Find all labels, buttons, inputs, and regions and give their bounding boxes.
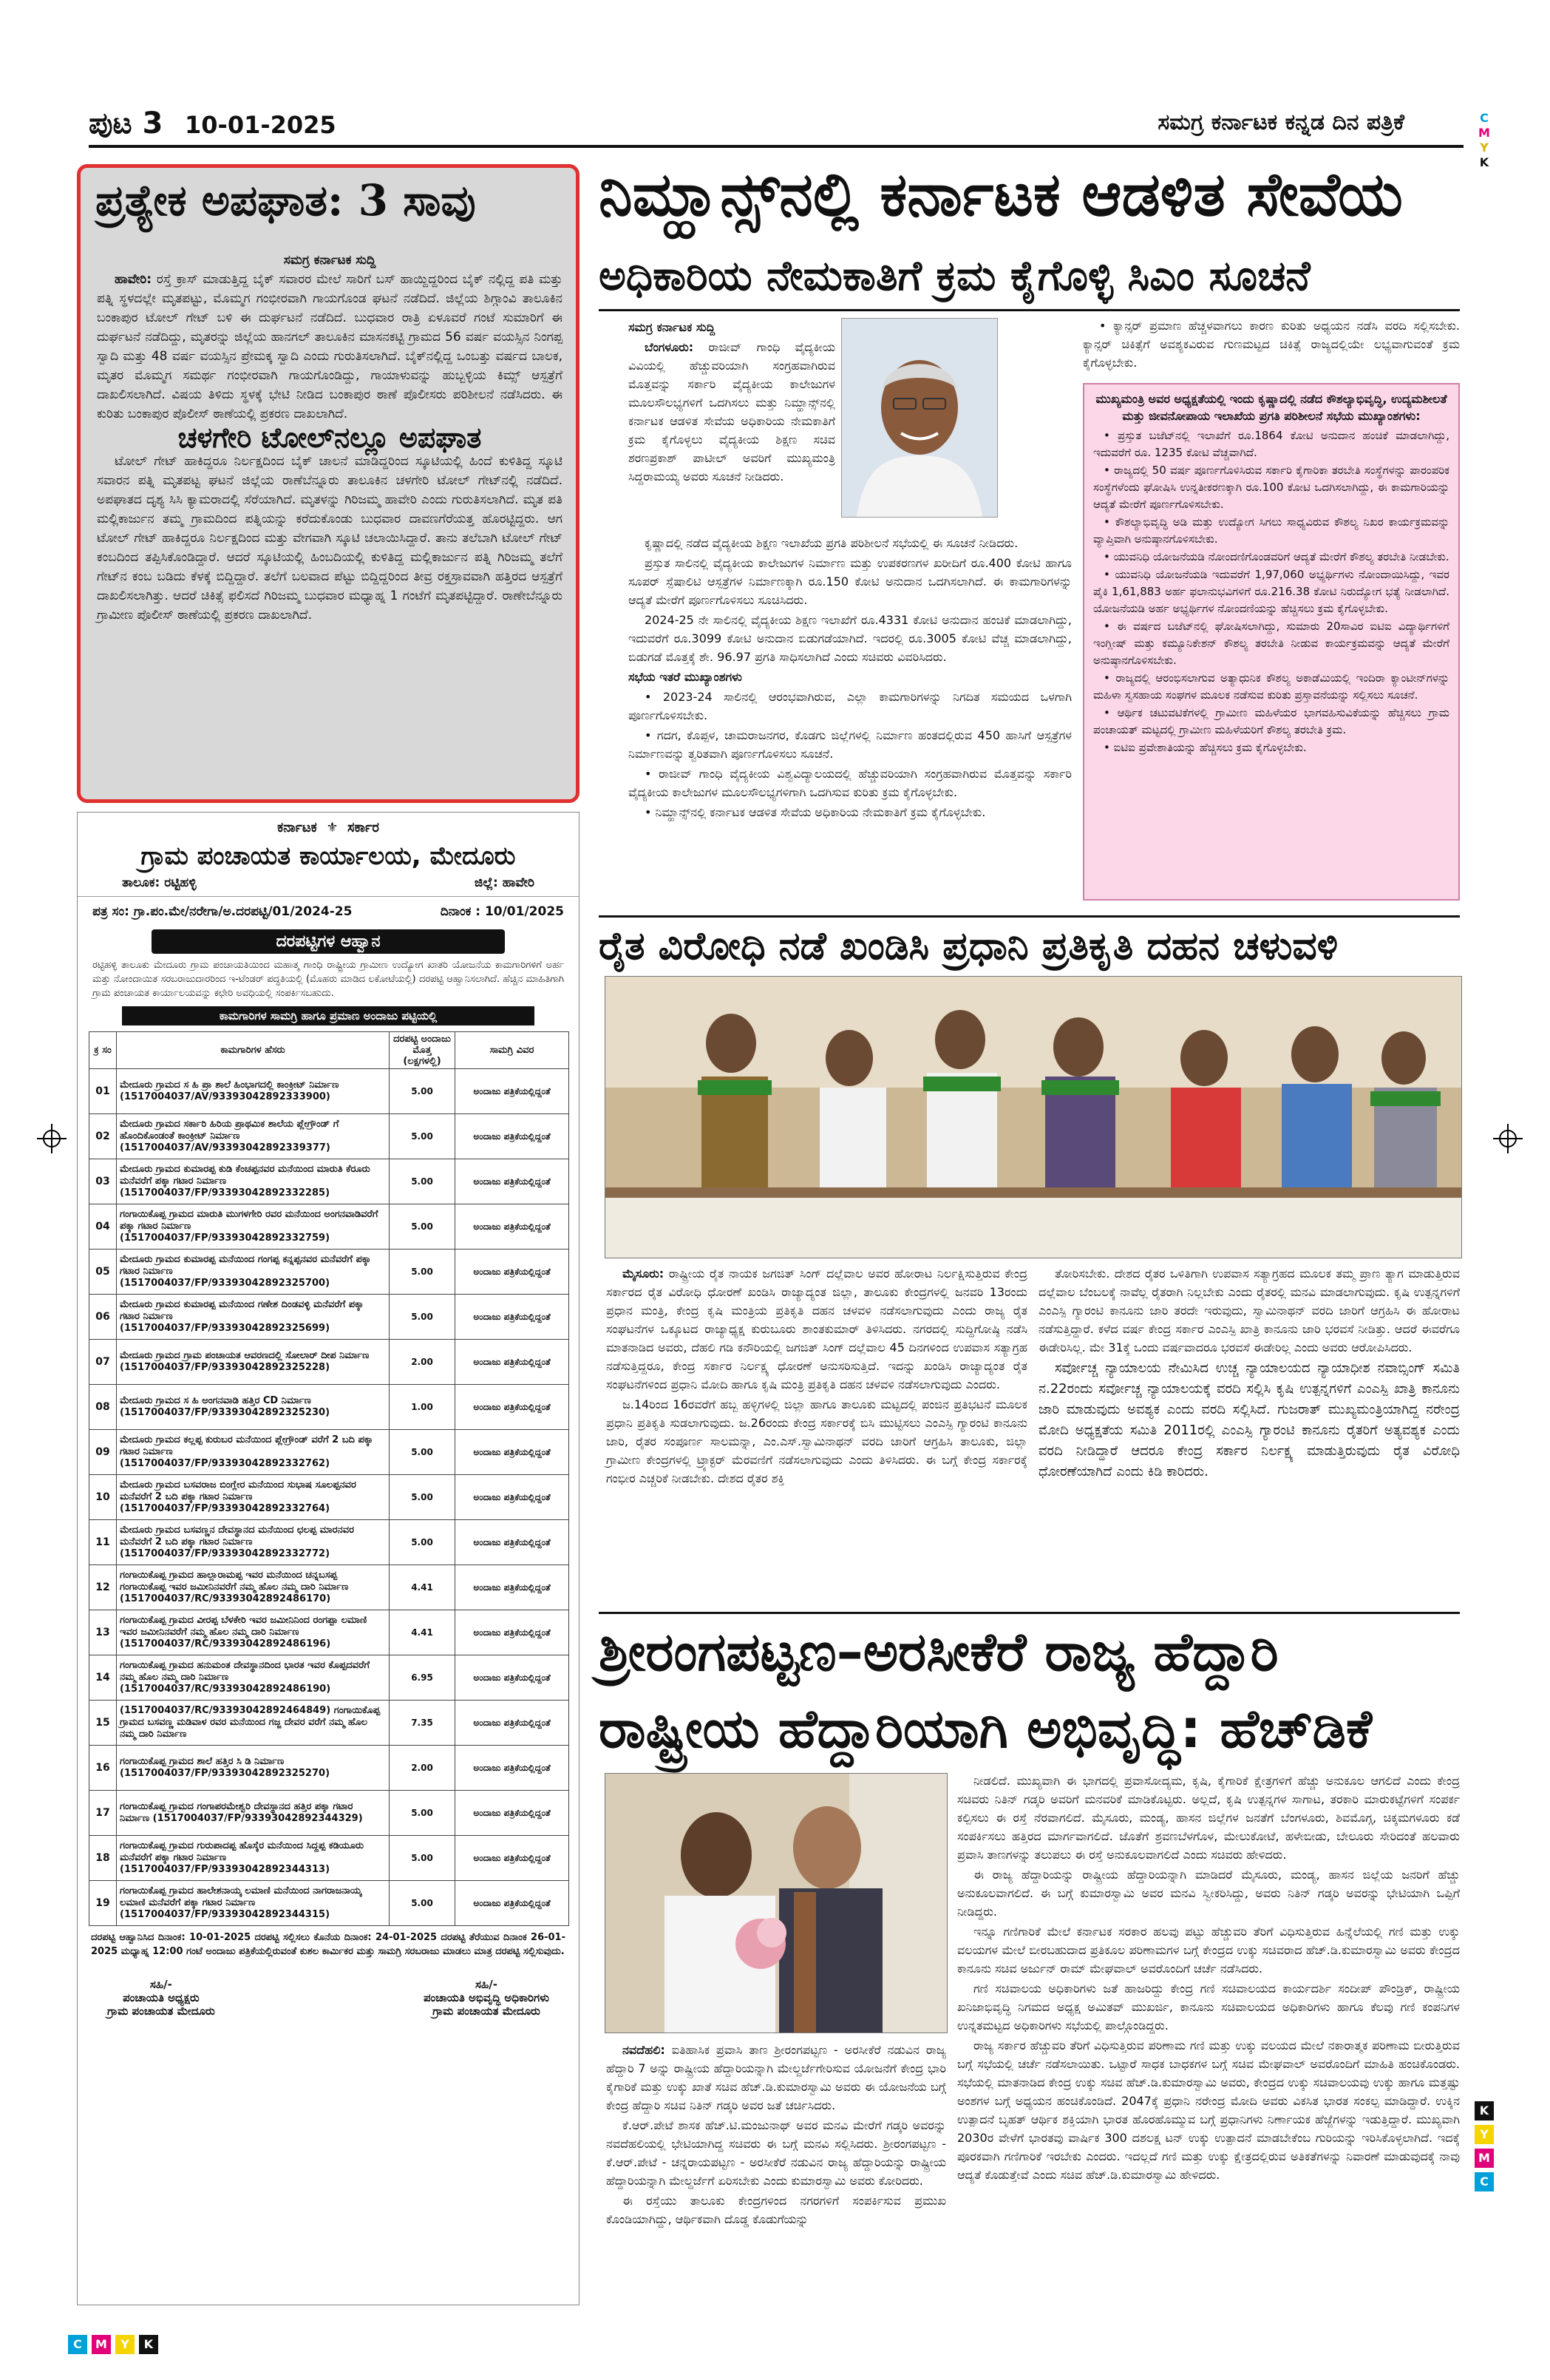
table-row	[89, 1340, 569, 1385]
estimate-amount: 5.00	[390, 1295, 455, 1340]
row-number: 02	[89, 1114, 117, 1159]
state-label: ಕರ್ನಾಟಕ	[277, 820, 317, 835]
table-row	[89, 1836, 569, 1881]
paragraph: ಕೆ.ಆರ್.ಪೇಟೆ ಶಾಸಕ ಹೆಚ್.ಟಿ.ಮಂಜುನಾಥ್ ಅವರ ಮನವಿ ಮೇರೆಗೆ ಗಡ್ಕರಿ ಅವರನ್ನು ನವದೆಹಲಿಯಲ್ಲಿ ಭೇಟಿಯಾಗಿದ್ದ ಸಚಿವರು ಈ ಬಗ್ಗೆ ಮನವಿ ಸಲ್ಲಿಸಿದರು. ಶ್ರೀರಂಗಪಟ್ಟಣ - ಕೆ.ಆರ್.ಪೇಟೆ - ಚನ್ನರಾಯಪಟ್ಟಣ - ಅರಸೀಕೆರೆ ನಡುವಿನ ರಾಜ್ಯ ಹೆದ್ದಾರಿಯನ್ನು ರಾಷ್ಟ್ರೀಯ ಹೆದ್ದಾರಿಯನ್ನಾಗಿ ಮೇಲ್ದರ್ಜೆಗೆ ಏರಿಸಬೇಕು ಎಂದು ಕುಮಾರಸ್ವಾಮಿ ಅವರು ಕೋರಿದರು.	[606, 2118, 946, 2188]
box-bullet	[1093, 618, 1449, 669]
work-name: ಮೇದೂರು ಗ್ರಾಮದ ಕುಮಾರಪ್ಪ ಕುಡಿ ಕೆಂಚಪ್ಪನವರ ಮನೆಯಿಂದ ಮಾರುತಿ ಕೆರೂರು ಮನೆವರೆಗೆ ಪಕ್ಕಾ ಗಟಾರ ನಿರ್ಮಾಣ (1517004037/FP/93393042892332285)	[117, 1159, 390, 1204]
estimate-amount: 2.00	[390, 1746, 455, 1791]
cmyk-m: M	[92, 2335, 111, 2354]
sig-office: ಗ್ರಾಮ ಪಂಚಾಯತ ಮೇದೂರು	[107, 2004, 215, 2018]
cmyk-y: Y	[115, 2335, 135, 2354]
bullet: • 2023-24 ಸಾಲಿನಲ್ಲಿ ಆರಂಭವಾಗಿರುವ, ಎಲ್ಲಾ ಕಾಮಗಾರಿಗಳನ್ನು ನಿಗದಿತ ಸಮಯದ ಒಳಗಾಗಿ ಪೂರ್ಣಗೊಳಿಸಬೇಕು.	[628, 690, 1072, 722]
material-details: ಅಂದಾಜು ಪತ್ರಿಕೆಯಲ್ಲಿದ್ದಂತೆ	[455, 1746, 569, 1791]
work-name: ಮೇದೂರು ಗ್ರಾಮದ ಸರ್ಕಾರಿ ಹಿರಿಯ ಪ್ರಾಥಮಿಕ ಶಾಲೆಯ ಪ್ಲೇಗ್ರೌಂಡ್ ಗೆ ಹೊಂದಿಕೊಂಡಂತೆ ಕಾಂಕ್ರೀಟ್ ನಿರ್ಮಾಣ (1517004037/AV/93393042892339377)	[117, 1114, 390, 1159]
material-details: ಅಂದಾಜು ಪತ್ರಿಕೆಯಲ್ಲಿದ್ದಂತೆ	[455, 1881, 569, 1926]
dateline-place: ಹಾವೇರಿ:	[115, 272, 152, 287]
paragraph: 2024-25 ನೇ ಸಾಲಿನಲ್ಲಿ ವೈದ್ಯಕೀಯ ಶಿಕ್ಷಣ ಇಲಾಖೆಗೆ ರೂ.4331 ಕೋಟಿ ಅನುದಾನ ಹಂಚಿಕೆ ಮಾಡಲಾಗಿದ್ದು, ಇದುವರೆಗೆ ರೂ.3099 ಕೋಟಿ ಅನುದಾನ ಬಿಡುಗಡೆಯಾಗಿದೆ. ಇದರಲ್ಲಿ ರೂ.3005 ಕೋಟಿ ವೆಚ್ಚ ಮಾಡಲಾಗಿದ್ದು, ಬಿಡುಗಡೆ ಮೊತ್ತಕ್ಕೆ ಶೇ. 96.97 ಪ್ರಗತಿ ಸಾಧಿಸಲಾಗಿದೆ ಎಂದು ಸಚಿವರು ವಿವರಿಸಿದರು.	[628, 613, 1072, 664]
work-name: ಗಂಗಾಯಿಕೊಪ್ಪ ಗ್ರಾಮದ ಗುರುಪಾದಪ್ಪ ಹೊಸ್ಕೆರ ಮನೆಯಿಂದ ಸಿದ್ದಪ್ಪ ಕಡಿಯೂರು ಮನೆವರೆಗೆ ಪಕ್ಕಾ ಗಟಾರ ನಿರ್ಮಾಣ (1517004037/FP/93393042892344313)	[117, 1836, 390, 1881]
accident-paragraph-2: ಟೋಲ್ ಗೇಟ್ ಹಾಕಿದ್ದರೂ ನಿರ್ಲಕ್ಷದಿಂದ ಬೈಕ್ ಚಾಲನೆ ಮಾಡಿದ್ದರಿಂದ ಸ್ಕೂಟಿಯಲ್ಲಿ ಹಿಂದೆ ಕುಳಿತಿದ್ದ ಸ್ಕೂಟಿ ಸವಾರನ ಪತ್ನಿ ಮೃತಪಟ್ಟ ಘಟನೆ ಜಿಲ್ಲೆಯ ರಾಣೆಬೆನ್ನೂರು ತಾಲೂಕಿನ ಚಳಗೇರಿ ಟೋಲ್ ಗೇಟ್‌ನಲ್ಲಿ ನಡೆದಿದೆ. ಅಪಘಾತದ ದೃಶ್ಯ ಸಿಸಿ ಕ್ಯಾಮರಾದಲ್ಲಿ ಸೆರೆಯಾಗಿದೆ. ಮೃತಳನ್ನು ಗಿರಿಜಮ್ಮ ಹಾವೇರಿ ಎಂದು ಗುರುತಿಸಲಾಗಿದೆ. ಮೃತ ಪತಿ ಮಲ್ಲಿಕಾರ್ಜುನ ತಮ್ಮ ಗ್ರಾಮದಿಂದ ಪತ್ನಿಯನ್ನು ಕರೆದುಕೊಂಡು ಬುಧವಾರ ದಾವಣಗೆರೆಯತ್ತ ಹೊರಟ್ಟಿದ್ದರು. ಆಗ ಟೋಲ್ ಗೇಟ್ ಹಾಕಿದ್ದರೂ ನಿರ್ಲಕ್ಷದಿಂದ ಮತ್ತು ವೇಗವಾಗಿ ಸ್ಕೂಟಿ ಚಲಾಯಿಸಿದ್ದಾರೆ. ತಾನು ತಲೆಬಾಗಿ ಟೋಲ್ ಗೇಟ್ ಕಂಬದಿಂದ ತಪ್ಪಿಸಿಕೊಂಡಿದ್ದಾರೆ. ಆದರೆ ಸ್ಕೂಟಿಯಲ್ಲಿ ಹಿಂಬದಿಯಲ್ಲಿ ಕುಳಿತಿದ್ದ ಮಲ್ಲಿಕಾರ್ಜುನ ಪತ್ನಿ ಗಿರಿಜಮ್ಮ ತಲೆಗೆ ಗೇಟ್‌ನ ಕಂಬ ಬಡಿದು ಕೆಳಕ್ಕೆ ಬಿದ್ದಿದ್ದಾರೆ. ತಲೆಗೆ ಬಲವಾದ ಪೆಟ್ಟು ಬಿದ್ದಿದ್ದರಿಂದ ತೀವ್ರ ರಕ್ತಸ್ರಾವವಾಗಿ ಹತ್ತಿರದ ಆಸ್ಪತ್ರೆಗೆ ದಾಖಲಿಸಲಾಗಿತ್ತು. ಆದರೆ ಚಿಕಿತ್ಸೆ ಫಲಿಸದೆ ಗಿರಿಜಮ್ಮ ಬುಧವಾರ ಮಧ್ಯಾಹ್ನ 1 ಗಂಟೆಗೆ ಮೃತಪಟ್ಟಿದ್ದಾರೆ. ರಾಣೇಬೆನ್ನೂರು ಗ್ರಾಮೀಣ ಪೊಲೀಸ್ ಠಾಣೆಯಲ್ಲಿ ಪ್ರಕರಣ ದಾಖಲಾಗಿದೆ.	[97, 454, 562, 623]
group-photo-image	[605, 977, 1461, 1258]
work-name: ಮೇದೂರು ಗ್ರಾಮದ ಸ ಹಿ ಪ್ರಾ ಶಾಲೆ ಹಿಂಭಾಗದಲ್ಲಿ ಕಾಂಕ್ರೀಟ್ ನಿರ್ಮಾಣ (1517004037/AV/93393042892333900)	[117, 1069, 390, 1114]
nimhans-headline: ನಿಮ್ಹಾನ್ಸ್‌ನಲ್ಲಿ ಕರ್ನಾಟಕ ಆಡಳಿತ ಸೇವೆಯ	[599, 159, 1403, 230]
bullet: • ನಿಮ್ಹಾನ್ಸ್‌ನಲ್ಲಿ ಕರ್ನಾಟಕ ಆಡಳಿತ ಸೇವೆಯ ಅಧಿಕಾರಿಯ ನೇಮಕಾತಿಗೆ ಕ್ರಮ ಕೈಗೊಳ್ಳಬೇಕು.	[645, 805, 986, 819]
signature-left	[107, 1978, 215, 2018]
paragraph: ಇನ್ನೂ ಗಣಿಗಾರಿಕೆ ಮೇಲೆ ಕರ್ನಾಟಕ ಸರಕಾರ ಹಲವು ಪಟ್ಟು ಹೆಚ್ಚುವರಿ ತೆರಿಗೆ ವಿಧಿಸುತ್ತಿರುವ ಹಿನ್ನೆಲೆಯಲ್ಲಿ ಗಣಿ ಮತ್ತು ಉಕ್ಕು ವಲಯಗಳ ಮೇಲೆ ಬೀರಬಹುದಾದ ಪ್ರತಿಕೂಲ ಪರಿಣಾಮಗಳ ಬಗ್ಗೆ ಕೇಂದ್ರದ ಉಕ್ಕು ಸಚಿವರಾದ ಹೆಚ್.ಡಿ.ಕುಮಾರಸ್ವಾಮಿ ಅವರು ಕೇಂದ್ರದ ಕಾನೂನು ಸಚಿವ ಅರ್ಜುನ್ ರಾಮ್ ಮೇಘವಾಲ್ ಅವರೊಂದಿಗೆ ಚರ್ಚೆ ನಡೆಸಿದರು.	[957, 1925, 1460, 1976]
work-name: ಮೇದೂರು ಗ್ರಾಮದ ಕಲ್ಲಪ್ಪ ಕುರುಬರ ಮನೆಯಿಂದ ಪ್ಲೇಗ್ರೌಂಡ್ ವರೆಗೆ 2 ಬದಿ ಪಕ್ಕಾ ಗಟಾರ ನಿರ್ಮಾಣ (1517004037/FP/93393042892332762)	[117, 1430, 390, 1475]
tender-notice	[77, 812, 579, 2305]
material-details: ಅಂದಾಜು ಪತ್ರಿಕೆಯಲ್ಲಿದ್ದಂತೆ	[455, 1114, 569, 1159]
meeting-image	[605, 1774, 947, 2033]
dateline-place: ನವದೆಹಲಿ:	[622, 2043, 665, 2057]
bullet-text: ರಾಜ್ಯದಲ್ಲಿ 50 ವರ್ಷ ಪೂರ್ಣಗೊಳಿಸಿರುವ ಸರ್ಕಾರಿ ಕೈಗಾರಿಕಾ ತರಬೇತಿ ಸಂಸ್ಥೆಗಳನ್ನು ಪಾರಂಪರಿಕ ಸಂಸ್ಥೆಗಳೆಂದು ಘೋಷಿಸಿ ಉನ್ನತೀಕರಣಕ್ಕಾಗಿ ರೂ.100 ಕೋಟಿ ಒದಗಿಸಲಾಗಿದ್ದು, ಈ ಕಾಮಗಾರಿಯನ್ನು ಆದ್ಯತೆ ಮೇರೆಗೆ ಪೂರ್ಣಗೊಳಿಸಬೇಕು.	[1093, 464, 1449, 511]
district: ಜಿಲ್ಲೆ: ಹಾವೇರಿ	[474, 875, 534, 890]
estimate-amount: 5.00	[390, 1069, 455, 1114]
estimate-amount: 4.41	[390, 1565, 455, 1610]
row-number: 18	[89, 1836, 117, 1881]
col-header: ಕ್ರ ಸಂ	[89, 1032, 117, 1069]
page-number: ಪುಟ 3	[89, 106, 163, 140]
row-number: 16	[89, 1746, 117, 1791]
row-number: 08	[89, 1385, 117, 1430]
bullet-icon: •	[1104, 429, 1118, 442]
cmyk-k: K	[1475, 2101, 1494, 2120]
bullet-text: ರಾಜ್ಯದಲ್ಲಿ ಆರಂಭಿಸಲಾಗುವ ಅತ್ಯಾಧುನಿಕ ಕೌಶಲ್ಯ ಅಕಾಡೆಮಿಯಲ್ಲಿ ಇಂದಿರಾ ಕ್ಯಾಂಟೀನ್‌ಗಳನ್ನು ಮಹಿಳಾ ಸ್ವಸಹಾಯ ಸಂಘಗಳ ಮೂಲಕ ನಡೆಸುವ ಕುರಿತು ಪ್ರಸ್ತಾವನೆಯನ್ನು ಸಲ್ಲಿಸಲು ಸೂಚನೆ.	[1093, 671, 1449, 702]
nimhans-subheadline: ಅಧಿಕಾರಿಯ ನೇಮಕಾತಿಗೆ ಕ್ರಮ ಕೈಗೊಳ್ಳಿ ಸಿಎಂ ಸೂಚನೆ	[599, 251, 1311, 300]
bullet-text: ಯುವನಿಧಿ ಯೋಜನೆಯಡಿ ಇದುವರೆಗೆ 1,97,060 ಅಭ್ಯರ್ಥಿಗಳು ನೋಂದಾಯಿಸಿದ್ದು, ಇವರ ಪೈಕಿ 1,61,883 ಅರ್ಹ ಫಲಾನುಭವಿಗಳಿಗೆ ರೂ.216.38 ಕೋಟಿ ನಿರುದ್ಯೋಗ ಭತ್ಯೆ ನೀಡಲಾಗಿದೆ. ಯೋಜನೆಯಡಿ ಅರ್ಹ ಅಭ್ಯರ್ಥಿಗಳ ನೋಂದಣಿಯನ್ನು ಹೆಚ್ಚಿಸಲು ಕ್ರಮ ಕೈಗೊಳ್ಳಬೇಕು.	[1093, 568, 1449, 615]
box-bullet	[1093, 739, 1449, 756]
col-header: ಸಾಮಗ್ರಿ ವಿವರ	[455, 1032, 569, 1069]
work-name: ಮೇದೂರು ಗ್ರಾಮದ ಬಸವಣ್ಣನ ದೇವಸ್ಥಾನದ ಮನೆಯಿಂದ ಛಲಪ್ಪ ಮಾರನವರ ಮನೆವರೆಗೆ 2 ಬದಿ ಪಕ್ಕಾ ಗಟಾರ ನಿರ್ಮಾಣ (1517004037/FP/93393042892332772)	[117, 1520, 390, 1565]
emblem-icon: ⚜	[326, 820, 339, 835]
estimate-amount: 2.00	[390, 1340, 455, 1385]
cmyk-marks-top	[1475, 111, 1494, 170]
sig-mark: ಸಹಿ/-	[149, 1978, 172, 1991]
row-number: 03	[89, 1159, 117, 1204]
estimate-amount: 4.41	[390, 1610, 455, 1655]
signature-right	[424, 1978, 549, 2018]
row-number: 19	[89, 1881, 117, 1926]
work-name: ಗಂಗಾಯಿಕೊಪ್ಪ ಗ್ರಾಮದ ಹನುಮಂತ ದೇವಸ್ಥಾನದಿಂದ ಭಾರತ ಇವರ ಕೊಪ್ಪದವರೆಗೆ ನಮ್ಮ ಹೊಲ ನಮ್ಮ ದಾರಿ ನಿರ್ಮಾಣ (1517004037/RC/93393042892486190)	[117, 1655, 390, 1701]
bullet: • ಕ್ಯಾನ್ಸರ್ ಪ್ರಮಾಣ ಹೆಚ್ಚಳವಾಗಲು ಕಾರಣ ಕುರಿತು ಅಧ್ಯಯನ ನಡೆಸಿ ವರದಿ ಸಲ್ಲಿಸಬೇಕು. ಕ್ಯಾನ್ಸರ್ ಚಿಕಿತ್ಸೆಗೆ ಅವಶ್ಯಕವಿರುವ ಗುಣಮಟ್ಟದ ಚಿಕಿತ್ಸೆ ರಾಜ್ಯದಲ್ಲಿಯೇ ಲಭ್ಯವಾಗುವಂತೆ ಕ್ರಮ ಕೈಗೊಳ್ಳಬೇಕು.	[1083, 319, 1460, 370]
row-number: 09	[89, 1430, 117, 1475]
table-row	[89, 1250, 569, 1295]
sig-title: ಪಂಚಾಯತಿ ಅಭಿವೃದ್ಧಿ ಅಧಿಕಾರಿಗಳು	[423, 1991, 549, 2004]
signatures	[78, 1963, 579, 2018]
bullet-text: ಈ ವರ್ಷದ ಬಜೆಟ್‌ನಲ್ಲಿ ಘೋಷಿಸಲಾಗಿದ್ದು, ಸುಮಾರು 20ಸಾವಿರ ಐಟಿಐ ವಿದ್ಯಾರ್ಥಿಗಳಿಗೆ ಇಂಗ್ಲೀಷ್ ಮತ್ತು ಕಮ್ಯೂನಿಕೇಶನ್ ಕೌಶಲ್ಯ ತರಬೇತಿ ನೀಡುವ ಕಾರ್ಯಕ್ರಮವನ್ನು ಆದ್ಯತೆ ಮೇರೆಗೆ ಅನುಷ್ಠಾನಗೊಳಿಸಬೇಕು.	[1093, 620, 1449, 667]
subheading: ಸಭೆಯ ಇತರೆ ಮುಖ್ಯಾಂಶಗಳು	[628, 670, 742, 684]
estimate-amount: 5.00	[390, 1250, 455, 1295]
nimhans-col-1a	[628, 316, 835, 487]
table-row	[89, 1204, 569, 1250]
row-number: 17	[89, 1791, 117, 1836]
work-name: ಗಂಗಾಯಿಕೊಪ್ಪ ಗ್ರಾಮದ ವೀರಪ್ಪ ಬೆಳಕೇರಿ ಇವರ ಜಮೀನಿನಿಂದ ರಂಗಪ್ಪಾ ಲಮಾಣಿ ಇವರ ಜಮೀನಿನವರೆಗೆ ನಮ್ಮ ಹೊಲ ನಮ್ಮ ದಾರಿ ನಿರ್ಮಾಣ (1517004037/RC/93393042892486196)	[117, 1610, 390, 1655]
table-title: ಕಾಮಗಾರಿಗಳ ಸಾಮಗ್ರಿ ಹಾಗೂ ಪ್ರಮಾಣ ಅಂದಾಜು ಪಟ್ಟಿಯಲ್ಲಿ	[122, 1006, 534, 1025]
highway-headline: ಶ್ರೀರಂಗಪಟ್ಟಣ–ಅರಸೀಕೆರೆ ರಾಜ್ಯ ಹೆದ್ದಾರಿ	[599, 1621, 1279, 1683]
work-name: ಮೇದೂರು ಗ್ರಾಮದ ಬಸವರಾಜ ಬಿಂಗ್ಲೇರ ಮನೆಯಿಂದ ಸುಭಾಷ ಸೂಲಪ್ಪನವರ ಮನೆವರೆಗೆ 2 ಬದಿ ಪಕ್ಕಾ ಗಟಾರ ನಿರ್ಮಾಣ (1517004037/FP/93393042892332764)	[117, 1475, 390, 1520]
office-title: ಗ್ರಾಮ ಪಂಚಾಯತ ಕಾರ್ಯಾಲಯ, ಮೇದೂರು	[140, 841, 516, 871]
bullet-text: ಪ್ರಸ್ತುತ ಬಜೆಟ್‌ನಲ್ಲಿ ಇಲಾಖೆಗೆ ರೂ.1864 ಕೋಟಿ ಅನುದಾನ ಹಂಚಿಕೆ ಮಾಡಲಾಗಿದ್ದು, ಇದುವರೆಗೆ ರೂ. 1235 ಕೋಟಿ ವೆಚ್ಚವಾಗಿದೆ.	[1093, 429, 1450, 459]
work-name: ಮೇದೂರು ಗ್ರಾಮದ ಕುಮಾರಪ್ಪ ಮನೆಯಿಂದ ಗಣೇಶ ದಿಂಡವಳ್ಳಿ ಮನೆವರೆಗೆ ಪಕ್ಕಾ ಗಟಾರ ನಿರ್ಮಾಣ (1517004037/FP/93393042892325699)	[117, 1295, 390, 1340]
material-details: ಅಂದಾಜು ಪತ್ರಿಕೆಯಲ್ಲಿದ್ದಂತೆ	[455, 1069, 569, 1114]
divider	[599, 915, 1460, 918]
box-title: ಮುಖ್ಯಮಂತ್ರಿ ಅವರ ಅಧ್ಯಕ್ಷತೆಯಲ್ಲಿ ಇಂದು ಕೃಷ್ಣಾದಲ್ಲಿ ನಡೆದ ಕೌಶಲ್ಯಾಭಿವೃದ್ಧಿ, ಉದ್ಯಮಶೀಲತೆ ಮತ್ತು ಜೀವನೋಪಾಯ ಇಲಾಖೆಯ ಪ್ರಗತಿ ಪರಿಶೀಲನೆ ಸಭೆಯ ಮುಖ್ಯಾಂಶಗಳು:	[1095, 392, 1447, 423]
paragraph: ಪ್ರಸ್ತುತ ಸಾಲಿನಲ್ಲಿ ವೈದ್ಯಕೀಯ ಕಾಲೇಜುಗಳ ನಿರ್ಮಾಣ ಮತ್ತು ಉಪಕರಣಗಳ ಖರೀದಿಗೆ ರೂ.400 ಕೋಟಿ ಹಾಗೂ ಸೂಪರ್ ಸ್ಪೆಷಾಲಿಟಿ ಆಸ್ಪತ್ರೆಗಳ ನಿರ್ಮಾಣಕ್ಕಾಗಿ ರೂ.150 ಕೋಟಿ ಅನುದಾನ ಒದಗಿಸಲಾಗಿದೆ. ಈ ಕಾಮಗಾರಿಗಳನ್ನು ಆದ್ಯತೆ ಮೇರೆಗೆ ಪೂರ್ಣಗೊಳಿಸಲು ಸೂಚಿಸಿದರು.	[628, 556, 1072, 607]
table-row	[89, 1159, 569, 1204]
col-header: ದರಪಟ್ಟಿ ಅಂದಾಜು ಮೊತ್ತ (ಲಕ್ಷಗಳಲ್ಲಿ)	[390, 1032, 455, 1069]
tender-footnote: ದರಪಟ್ಟಿ ಆಹ್ವಾನಿಸಿದ ದಿನಾಂಕ: 10-01-2025 ದರಪಟ್ಟಿ ಸಲ್ಲಿಸಲು ಕೊನೆಯ ದಿನಾಂಕ: 24-01-2025 ದರಪಟ್ಟಿ ತೆರೆಯುವ ದಿನಾಂಕ 26-01-2025 ಮಧ್ಯಾಹ್ನ 12:00 ಗಂಟೆ ಅಂದಾಜು ಪತ್ರಿಕೆಯಲ್ಲಿರುವಂತೆ ಕುಶಲ ಕಾರ್ಮಿಕರ ಮತ್ತು ಸಾಮಗ್ರಿ ಸರಬರಾಜು ಮಾಡಲು ಮಾತ್ರ ದರಪಟ್ಟಿ ಸಲ್ಲಿಸುವುದು.	[91, 1932, 565, 1957]
sig-office: ಗ್ರಾಮ ಪಂಚಾಯತ ಮೇದೂರು	[432, 2004, 540, 2018]
estimate-amount: 5.00	[390, 1791, 455, 1836]
material-details: ಅಂದಾಜು ಪತ್ರಿಕೆಯಲ್ಲಿದ್ದಂತೆ	[455, 1250, 569, 1295]
table-row	[89, 1385, 569, 1430]
box-bullet	[1093, 566, 1449, 617]
registration-mark-right	[1493, 1124, 1523, 1153]
bullet-icon: •	[1104, 568, 1115, 581]
table-row	[89, 1069, 569, 1114]
box-bullet	[1093, 514, 1449, 548]
sig-mark: ಸಹಿ/-	[475, 1978, 497, 1991]
estimate-amount: 5.00	[390, 1475, 455, 1520]
work-name: (1517004037/RC/93393042892464849) ಗಂಗಾಯಿಕೊಪ್ಪ ಗ್ರಾಮದ ಬಸವಣ್ಣ ಮಡಿವಾಳ ರವರ ಮನೆಯಿಂದ ಗಜ್ಜ ದೇವರ ವರೆಗೆ ನಮ್ಮ ಹೊಲ ನಮ್ಮ ದಾರಿ ನಿರ್ಮಾಣ	[117, 1701, 390, 1746]
cmyk-y: Y	[1480, 140, 1489, 155]
table-row	[89, 1520, 569, 1565]
bullet-icon: •	[1104, 741, 1114, 754]
dateline-place: ಬೆಂಗಳೂರು:	[645, 340, 694, 354]
cmyk-k: K	[1479, 155, 1489, 169]
cmyk-y: Y	[1475, 2125, 1494, 2144]
cmyk-marks-bottom	[68, 2335, 158, 2354]
row-number: 11	[89, 1520, 117, 1565]
masthead	[89, 104, 1464, 148]
row-number: 01	[89, 1069, 117, 1114]
highway-col-2	[957, 1772, 1460, 2186]
accident-article	[77, 164, 579, 803]
estimate-amount: 7.35	[390, 1701, 455, 1746]
paragraph: ಐತಿಹಾಸಿಕ ಪ್ರವಾಸಿ ತಾಣ ಶ್ರೀರಂಗಪಟ್ಟಣ - ಅರಸೀಕೆರೆ ನಡುವಿನ ರಾಜ್ಯ ಹೆದ್ದಾರಿ 7 ಅನ್ನು ರಾಷ್ಟ್ರೀಯ ಹೆದ್ದಾರಿಯನ್ನಾಗಿ ಮೇಲ್ದರ್ಜೆಗೇರಿಸುವ ಯೋಜನೆಗೆ ಕೇಂದ್ರ ಭಾರಿ ಕೈಗಾರಿಕೆ ಮತ್ತು ಉಕ್ಕು ಖಾತೆ ಸಚಿವ ಹೆಚ್.ಡಿ.ಕುಮಾರಸ್ವಾಮಿ ಅವರು ಈ ಯೋಜನೆಯ ಬಗ್ಗೆ ಕೇಂದ್ರ ಹೆದ್ದಾರಿ ಸಚಿವ ನಿತಿನ್ ಗಡ್ಕರಿ ಅವರ ಜತೆ ಚರ್ಚಿಸಿದರು.	[606, 2043, 947, 2112]
material-details: ಅಂದಾಜು ಪತ್ರಿಕೆಯಲ್ಲಿದ್ದಂತೆ	[455, 1159, 569, 1204]
row-number: 15	[89, 1701, 117, 1746]
paragraph: ರಾಷ್ಟ್ರೀಯ ರೈತ ನಾಯಕ ಜಗಜಿತ್ ಸಿಂಗ್ ದಲ್ಲೆವಾಲ ಅವರ ಹೋರಾಟ ನಿರ್ಲಕ್ಷಿಸುತ್ತಿರುವ ಕೇಂದ್ರ ಸರ್ಕಾರದ ರೈತ ವಿರೋಧಿ ಧೋರಣೆ ಖಂಡಿಸಿ ರಾಜ್ಯಾದ್ಯಂತ ಜಿಲ್ಲಾ, ತಾಲೂಕು ಕೇಂದ್ರಗಳಲ್ಲಿ ಜನವರಿ 13ರಂದು ಪ್ರಧಾನ ಮಂತ್ರಿ, ಕೇಂದ್ರ ಕೃಷಿ ಮಂತ್ರಿಯ ಪ್ರತಿಕೃತಿ ದಹನ ಚಳವಳಿ ನಡೆಸಲಾಗುವುದು ಎಂದು ರಾಜ್ಯ ರೈತ ಸಂಘಟನೆಗಳ ಒಕ್ಕೂಟದ ರಾಜ್ಯಾಧ್ಯಕ್ಷ ಕುರುಬೂರು ಶಾಂತಕುಮಾರ್ ತಿಳಿಸಿದರು. ನಗರದಲ್ಲಿ ಸುದ್ದಿಗೋಷ್ಠಿ ನಡೆಸಿ ಮಾತನಾಡಿದ ಅವರು, ದೆಹಲಿ ಗಡಿ ಕನೌರಿಯಲ್ಲಿ ಜಗಜಿತ್ ಸಿಂಗ್ ದಲ್ಲೆವಾಲ 45 ದಿನಗಳಿಂದ ಉಪವಾಸ ಸತ್ಯಾಗ್ರಹ ನಡೆಸುತ್ತಿದ್ದರೂ, ಕೇಂದ್ರ ಸರ್ಕಾರ ನಿರ್ಲಕ್ಷ್ಯ ಧೋರಣೆ ಅನುಸರಿಸುತ್ತಿದೆ. ಇದನ್ನು ಖಂಡಿಸಿ ರಾಜ್ಯಾದ್ಯಂತ ರೈತ ಸಂಘಟನೆಗಳಿಂದ ಪ್ರಧಾನಿ ಮೋದಿ ಹಾಗೂ ಕೃಷಿ ಮಂತ್ರಿ ಪ್ರತಿಕೃತಿ ದಹನ ಚಳವಳಿ ನಡೆಸಲಾಗುವುದು ಎಂದರು.	[606, 1267, 1027, 1391]
notice-date: ದಿನಾಂಕ : 10/01/2025	[440, 904, 564, 919]
work-name: ಗಂಗಾಯಿಕೊಪ್ಪ ಗ್ರಾಮದ ಶಾಲೆ ಹತ್ತಿರ ಸಿ ಡಿ ನಿರ್ಮಾಣ (1517004037/FP/93393042892325270)	[117, 1746, 390, 1791]
bullet: • ಗದಗ, ಕೊಪ್ಪಳ, ಚಾಮರಾಜನಗರ, ಕೊಡಗು ಜಿಲ್ಲೆಗಳಲ್ಲಿ ನಿರ್ಮಾಣ ಹಂತದಲ್ಲಿರುವ 450 ಹಾಸಿಗೆ ಆಸ್ಪತ್ರೆಗಳ ನಿರ್ಮಾಣವನ್ನು ತ್ವರಿತವಾಗಿ ಪೂರ್ಣಗೊಳಿಸಲು ಸೂಚನೆ.	[628, 728, 1072, 761]
cmyk-c: C	[1475, 2172, 1494, 2191]
farmers-col-2	[1039, 1264, 1460, 1484]
estimate-amount: 6.95	[390, 1655, 455, 1701]
news-source: ಸಮಗ್ರ ಕರ್ನಾಟಕ ಸುದ್ದಿ	[283, 253, 376, 268]
box-list	[1093, 427, 1449, 756]
bullet-text: ಐಟಿಐ ಪ್ರವೇಶಾತಿಯನ್ನು ಹೆಚ್ಚಿಸಲು ಕ್ರಮ ಕೈಗೊಳ್ಳಬೇಕು.	[1113, 741, 1307, 754]
col-header: ಕಾಮಗಾರಿಗಳ ಹೆಸರು	[117, 1032, 390, 1069]
cmyk-c: C	[1480, 111, 1489, 125]
box-bullet	[1093, 462, 1449, 513]
sig-title: ಪಂಚಾಯತಿ ಅಧ್ಯಕ್ಷರು	[123, 1991, 200, 2004]
table-row	[89, 1565, 569, 1610]
press-meet-photo	[605, 976, 1462, 1258]
table-row	[89, 1791, 569, 1836]
cmyk-m: M	[1475, 2149, 1494, 2168]
table-row	[89, 1746, 569, 1791]
row-number: 05	[89, 1250, 117, 1295]
box-bullet	[1093, 427, 1449, 461]
paragraph: ರಾಜ್ಯ ಸರ್ಕಾರ ಹೆಚ್ಚುವರಿ ತೆರಿಗೆ ವಿಧಿಸುತ್ತಿರುವ ಪರಿಣಾಮ ಗಣಿ ಮತ್ತು ಉಕ್ಕು ವಲಯದ ಮೇಲೆ ನಕಾರಾತ್ಮಕ ಪರಿಣಾಮ ಬೀರುತ್ತಿರುವ ಬಗ್ಗೆ ಸಭೆಯಲ್ಲಿ ಚರ್ಚೆ ನಡೆಸಲಾಯಿತು. ಒಟ್ಟಾರೆ ಸಾಧಕ ಬಾಧಕಗಳ ಬಗ್ಗೆ ಸಚಿವ ಮೇಘವಾಲ್ ಅವರೊಂದಿಗೆ ಮಾಹಿತಿ ಹಂಚಿಕೊಂಡರು. ಸಭೆಯಲ್ಲಿ ಮಾತನಾಡಿದ ಕೇಂದ್ರ ಉಕ್ಕು ಸಚಿವ ಹೆಚ್.ಡಿ.ಕುಮಾರಸ್ವಾಮಿ ಅವರು, ಕೇಂದ್ರದ ಉಕ್ಕು ಸಚಿವಾಲಯವು ಉಕ್ಕು ಹಾಗೂ ಮತ್ತಷ್ಟು ಅಂಶಗಳ ಬಗ್ಗೆ ಅಧ್ಯಯನ ಹಂಚಿಕೊಂಡಿದೆ. 2047ಕ್ಕೆ ಪ್ರಧಾನಿ ನರೇಂದ್ರ ಮೋದಿ ಅವರು ವಿಕಸಿತ ಭಾರತ ಸಂಕಲ್ಪ ಮಾಡಿದ್ದಾರೆ. ಉಕ್ಕಿನ ಉತ್ಪಾದನೆ ಬೃಹತ್ ಆರ್ಥಿಕ ಶಕ್ತಿಯಾಗಿ ಭಾರತ ಹೊರಹೊಮ್ಮುವ ಬಗ್ಗೆ ಪ್ರಧಾನಿಗಳು ನಿರ್ಣಾಯಕ ಹೆಜ್ಜೆಗಳನ್ನು ಇಡುತ್ತಿದ್ದಾರೆ. ಮುಖ್ಯವಾಗಿ 2030ರ ವೇಳೆಗೆ ಭಾರತವು ವಾರ್ಷಿಕ 300 ದಶಲಕ್ಷ ಟನ್ ಉಕ್ಕು ಉತ್ಪಾದನೆ ಮಾಡಬೇಕೆಂಬ ಗುರಿಯನ್ನು ಇರಿಸಿಕೊಳ್ಳಲಾಗಿದೆ. ಇದಕ್ಕೆ ಪೂರಕವಾಗಿ ಗಣಿಗಾರಿಕೆ ಇರಬೇಕು ಎಂದರು. ಇದಲ್ಲದೆ ಗಣಿ ಮತ್ತು ಉಕ್ಕು ಕ್ಷೇತ್ರದಲ್ಲಿರುವ ಅತಿಕತೆಗಳನ್ನು ನಿವಾರಣೆ ಮಾಡುವುದಕ್ಕೆ ನಾವು ಆದ್ಯತೆ ಕೊಡುತ್ತೇವೆ ಎಂದು ಸಚಿವ ಹೆಚ್.ಡಿ.ಕುಮಾರಸ್ವಾಮಿ ಹೇಳಿದರು.	[957, 2038, 1460, 2182]
box-bullet	[1093, 549, 1449, 566]
work-name: ಮೇದೂರು ಗ್ರಾಮದ ಸ ಹಿ ಅಂಗನವಾಡಿ ಹತ್ತಿರ CD ನಿರ್ಮಾಣ (1517004037/FP/93393042892325230)	[117, 1385, 390, 1430]
row-number: 04	[89, 1204, 117, 1250]
material-details: ಅಂದಾಜು ಪತ್ರಿಕೆಯಲ್ಲಿದ್ದಂತೆ	[455, 1701, 569, 1746]
reference-number: ಪತ್ರ ಸಂ: ಗ್ರಾ.ಪಂ.ಮೇ/ನರೇಗಾ/ಅ.ದರಪಟ್ಟಿ/01/2024-25	[92, 904, 353, 919]
table-row	[89, 1475, 569, 1520]
material-details: ಅಂದಾಜು ಪತ್ರಿಕೆಯಲ್ಲಿದ್ದಂತೆ	[455, 1520, 569, 1565]
ministers-meeting-photo	[605, 1773, 948, 2033]
taluk: ತಾಲೂಕ: ರಟ್ಟಿಹಳ್ಳಿ	[122, 875, 197, 890]
farmers-col-1	[606, 1264, 1027, 1489]
nimhans-col-2-top	[1083, 316, 1460, 373]
box-bullet	[1093, 705, 1449, 739]
table-row	[89, 1610, 569, 1655]
material-details: ಅಂದಾಜು ಪತ್ರಿಕೆಯಲ್ಲಿದ್ದಂತೆ	[455, 1565, 569, 1610]
divider	[599, 309, 1460, 311]
bullet-icon: •	[1104, 464, 1115, 477]
paragraph: ಕೃಷ್ಣಾದಲ್ಲಿ ನಡೆದ ವೈದ್ಯಕೀಯ ಶಿಕ್ಷಣ ಇಲಾಖೆಯ ಪ್ರಗತಿ ಪರಿಶೀಲನೆ ಸಭೆಯಲ್ಲಿ ಈ ಸೂಚನೆ ನೀಡಿದರು.	[645, 536, 1019, 550]
govt-emblem-line	[78, 820, 579, 835]
accident-subheadline: ಚಳಗೇರಿ ಟೋಲ್‌ನಲ್ಲೂ ಅಪಘಾತ	[177, 421, 482, 454]
material-details: ಅಂದಾಜು ಪತ್ರಿಕೆಯಲ್ಲಿದ್ದಂತೆ	[455, 1836, 569, 1881]
bullet-text: ಕೌಶಲ್ಯಾಭಿವೃದ್ಧಿ ಅಡಿ ಮತ್ತು ಉದ್ಯೋಗ ಸಿಗಲು ಸಾಧ್ಯವಿರುವ ಕೌಶಲ್ಯ ನಿಖರ ಕಾರ್ಯಕ್ರಮವನ್ನು ವ್ಯಾಪ್ತಿವಾಗಿ ಅನುಷ್ಠಾನಗೊಳಿಸಬೇಕು.	[1093, 515, 1449, 546]
estimate-amount: 5.00	[390, 1430, 455, 1475]
highway-col-1	[606, 2041, 946, 2230]
skills-highlights-box	[1083, 383, 1460, 901]
issue-date: 10-01-2025	[185, 111, 336, 139]
office-location	[78, 871, 579, 890]
bullet-icon: •	[1104, 550, 1114, 563]
reference-line	[78, 896, 579, 919]
newspaper-name: ಸಮಗ್ರ ಕರ್ನಾಟಕ ಕನ್ನಡ ದಿನ ಪತ್ರಿಕೆ	[1158, 109, 1404, 135]
row-number: 07	[89, 1340, 117, 1385]
estimate-amount: 1.00	[390, 1385, 455, 1430]
work-name: ಗಂಗಾಯಿಕೊಪ್ಪ ಗ್ರಾಮದ ಹಾಲ್ಲಾರಾಮಪ್ಪ ಇವರ ಮನೆಯಿಂದ ಚನ್ನಬಸಪ್ಪ ಗಂಗಾಯಿಕೊಪ್ಪ ಇವರ ಜಮೀನಿನವರೆಗೆ ನಮ್ಮ ಹೊಲ ನಮ್ಮ ದಾರಿ ನಿರ್ಮಾಣ (1517004037/RC/93393042892486170)	[117, 1565, 390, 1610]
material-details: ಅಂದಾಜು ಪತ್ರಿಕೆಯಲ್ಲಿದ್ದಂತೆ	[455, 1791, 569, 1836]
bullet-text: ಆರ್ಥಿಕ ಚಟುವಟಿಕೆಗಳಲ್ಲಿ ಗ್ರಾಮೀಣ ಮಹಿಳೆಯರ ಭಾಗವಹಿಸುವಿಕೆಯನ್ನು ಹೆಚ್ಚಿಸಲು ಗ್ರಾಮ ಪಂಚಾಯತ್ ಮಟ್ಟದಲ್ಲಿ ಗ್ರಾಮೀಣ ಮಹಿಳೆಯರಿಗೆ ಕೌಶಲ್ಯ ತರಬೇತಿ ಕ್ರಮ.	[1093, 706, 1449, 736]
estimate-amount: 5.00	[390, 1881, 455, 1926]
farmers-headline: ರೈತ ವಿರೋಧಿ ನಡೆ ಖಂಡಿಸಿ ಪ್ರಧಾನಿ ಪ್ರತಿಕೃತಿ ದಹನ ಚಳುವಳಿ	[599, 924, 1339, 969]
registration-mark-left	[37, 1124, 67, 1153]
work-name: ಗಂಗಾಯಿಕೊಪ್ಪ ಗ್ರಾಮದ ಹಾಲೇಶನಾಯ್ಕ ಲಮಾಣಿ ಮನೆಯಿಂದ ನಾಗರಾಜನಾಯ್ಕ ಲಮಾಣಿ ಮನೆವರೆಗೆ ಪಕ್ಕಾ ಗಟಾರ ನಿರ್ಮಾಣ (1517004037/FP/93393042892344315)	[117, 1881, 390, 1926]
divider	[599, 1612, 1460, 1614]
highway-subheadline: ರಾಷ್ಟ್ರೀಯ ಹೆದ್ದಾರಿಯಾಗಿ ಅಭಿವೃದ್ಧಿ: ಹೆಚ್‌ಡಿಕೆ	[599, 1698, 1373, 1760]
dateline-place: ಮೈಸೂರು:	[622, 1267, 664, 1281]
paragraph: ಈ ರಾಜ್ಯ ಹೆದ್ದಾರಿಯನ್ನು ರಾಷ್ಟ್ರೀಯ ಹೆದ್ದಾರಿಯನ್ನಾಗಿ ಮಾಡಿದರೆ ಮೈಸೂರು, ಮಂಡ್ಯ, ಹಾಸನ ಜಿಲ್ಲೆಯ ಜನರಿಗೆ ಹೆಚ್ಚು ಅನುಕೂಲವಾಗಲಿದೆ. ಈ ಬಗ್ಗೆ ಕುಮಾರಸ್ವಾಮಿ ಅವರ ಮನವಿ ಸ್ವೀಕರಿಸಿದ್ದು, ಅವರು ನಿತಿನ್ ಗಡ್ಕರಿ ಅವರನ್ನು ಭೇಟಿಯಾಗಿ ಒಪ್ಪಿಗೆ ನೀಡಿದ್ದರು.	[957, 1868, 1460, 1919]
lead-paragraph: ರಾಜೀವ್ ಗಾಂಧಿ ವೈದ್ಯಕೀಯ ವಿವಿಯಲ್ಲಿ ಹೆಚ್ಚುವರಿಯಾಗಿ ಸಂಗ್ರಹವಾಗಿರುವ ಮೊತ್ತವನ್ನು ಸರ್ಕಾರಿ ವೈದ್ಯಕೀಯ ಕಾಲೇಜುಗಳ ಮೂಲಸೌಲಭ್ಯಗಳಿಗೆ ಒದಗಿಸಲು ಮತ್ತು ನಿಮ್ಹಾನ್ಸ್‌ನಲ್ಲಿ ಕರ್ನಾಟಕ ಆಡಳಿತ ಸೇವೆಯ ಅಧಿಕಾರಿಯ ನೇಮಕಾತಿಗೆ ಕ್ರಮ ಕೈಗೊಳ್ಳಲು ವೈದ್ಯಕೀಯ ಶಿಕ್ಷಣ ಸಚಿವ ಶರಣಪ್ರಕಾಶ್ ಪಾಟೀಲ್ ಅವರಿಗೆ ಮುಖ್ಯಮಂತ್ರಿ ಸಿದ್ದರಾಮಯ್ಯ ಅವರು ಸೂಚನೆ ನೀಡಿದರು.	[628, 340, 835, 484]
estimate-amount: 5.00	[390, 1114, 455, 1159]
table-row	[89, 1701, 569, 1746]
estimate-amount: 5.00	[390, 1836, 455, 1881]
work-name: ಮೇದೂರು ಗ್ರಾಮದ ಗ್ರಾಮ ಪಂಚಾಯತ ಆವರಣದಲ್ಲಿ ಸೋಲಾರ್ ದೀಪ ನಿರ್ಮಾಣ (1517004037/FP/93393042892325228)	[117, 1340, 390, 1385]
cmyk-c: C	[68, 2335, 87, 2354]
tender-table	[89, 1031, 569, 1926]
material-details: ಅಂದಾಜು ಪತ್ರಿಕೆಯಲ್ಲಿದ್ದಂತೆ	[455, 1430, 569, 1475]
paragraph: ತೋರಿಸಬೇಕು. ದೇಶದ ರೈತರ ಒಳಿತಿಗಾಗಿ ಉಪವಾಸ ಸತ್ಯಾಗ್ರಹದ ಮೂಲಕ ತಮ್ಮ ಪ್ರಾಣ ತ್ಯಾಗ ಮಾಡುತ್ತಿರುವ ದಲ್ಲೆವಾಲ ಬೆಂಬಲಕ್ಕೆ ನಾವೆಲ್ಲ ರೈತರಾಗಿ ನಿಲ್ಲಬೇಕು ಎಂದು ರೈತರಲ್ಲಿ ಮನವಿ ಮಾಡಲಾಗುವುದು. ಕೃಷಿ ಉತ್ಪನ್ನಗಳಿಗೆ ಎಂಎಸ್ಪಿ ಗ್ಯಾರಂಟಿ ಕಾನೂನು ಜಾರಿ ತರದೇ ಇರುವುದು, ಸ್ವಾಮಿನಾಥನ್ ವರದಿ ಜಾರಿಗೆ ಆಗ್ರಹಿಸಿ ಈ ಹೋರಾಟ ನಡೆಸುತ್ತಿದ್ದಾರೆ. ಕಳೆದ ವರ್ಷ ಕೇಂದ್ರ ಸರ್ಕಾರ ಎಂಎಸ್ಪಿ ಖಾತ್ರಿ ಕಾನೂನು ಜಾರಿ ಭರವಸೆ ನೀಡಿತ್ತು. ಆದರೆ ಈವರೆಗೂ ಈಡೇರಿಸಿಲ್ಲ. ಮೇ 31ಕ್ಕೆ ಒಂದು ವರ್ಷವಾದರೂ ಭರವಸೆ ಈಡೇರಿಲ್ಲ ಎಂದು ಅವರು ಆರೋಪಿಸಿದರು.	[1039, 1267, 1460, 1355]
paragraph: ಗಣಿ ಸಚಿವಾಲಯ ಅಧಿಕಾರಿಗಳು ಜತೆ ಹಾಜರಿದ್ದು ಕೇಂದ್ರ ಗಣಿ ಸಚಿವಾಲಯದ ಕಾರ್ಯದರ್ಶಿ ಸಂದೀಪ್ ಪೌಂಡ್ರಿಕ್, ರಾಷ್ಟ್ರೀಯ ಖನಿಜಾಭಿವೃದ್ಧಿ ನಿಗಮದ ಅಧ್ಯಕ್ಷ ಅಮಿತವ್ ಮುಖರ್ಜಿ, ಕಾನೂನು ಸಚಿವಾಲಯದ ಅಧಿಕಾರಿಗಳು ಹಾಗೂ ಕೆಲವು ಗಣಿ ಕಂಪನಿಗಳ ಉನ್ನತಮಟ್ಟದ ಅಧಿಕಾರಿಗಳು ಸಭೆಯಲ್ಲಿ ಪಾಲ್ಗೊಂಡಿದ್ದರು.	[957, 1981, 1460, 2033]
table-row	[89, 1430, 569, 1475]
news-source: ಸಮಗ್ರ ಕರ್ನಾಟಕ ಸುದ್ದಿ	[628, 320, 715, 334]
material-details: ಅಂದಾಜು ಪತ್ರಿಕೆಯಲ್ಲಿದ್ದಂತೆ	[455, 1655, 569, 1701]
work-name: ಗಂಗಾಯಿಕೊಪ್ಪ ಗ್ರಾಮದ ಗಂಗಾಪರಮೇಶ್ವರಿ ದೇವಸ್ಥಾನದ ಹತ್ತಿರ ಪಕ್ಕಾ ಗಟಾರ ನಿರ್ಮಾಣ (1517004037/FP/93393042892344329)	[117, 1791, 390, 1836]
row-number: 12	[89, 1565, 117, 1610]
cmyk-k: K	[139, 2335, 158, 2354]
material-details: ಅಂದಾಜು ಪತ್ರಿಕೆಯಲ್ಲಿದ್ದಂತೆ	[455, 1295, 569, 1340]
material-details: ಅಂದಾಜು ಪತ್ರಿಕೆಯಲ್ಲಿದ್ದಂತೆ	[455, 1610, 569, 1655]
work-name: ಮೇದೂರು ಗ್ರಾಮದ ಕುಮಾರಪ್ಪ ಮನೆಯಿಂದ ಗಂಗಪ್ಪ ಕನ್ನಪ್ಪನವರ ಮನೆವರೆಗೆ ಪಕ್ಕಾ ಗಟಾರ ನಿರ್ಮಾಣ (1517004037/FP/93393042892325700)	[117, 1250, 390, 1295]
estimate-amount: 5.00	[390, 1159, 455, 1204]
bullet-icon: •	[1104, 620, 1117, 633]
bullet: • ರಾಜೀವ್ ಗಾಂಧಿ ವೈದ್ಯಕೀಯ ವಿಶ್ವವಿದ್ಯಾಲಯದಲ್ಲಿ ಹೆಚ್ಚುವರಿಯಾಗಿ ಸಂಗ್ರಹವಾಗಿರುವ ಮೊತ್ತವನ್ನು ಸರ್ಕಾರಿ ವೈದ್ಯಕೀಯ ಕಾಲೇಜುಗಳ ಮೂಲಸೌಲಭ್ಯಗಳಿಗಾಗಿ ಒದಗಿಸುವ ಕುರಿತು ಕ್ರಮ ಕೈಗೊಳ್ಳಬೇಕು.	[628, 767, 1072, 799]
material-details: ಅಂದಾಜು ಪತ್ರಿಕೆಯಲ್ಲಿದ್ದಂತೆ	[455, 1475, 569, 1520]
bullet-icon: •	[1104, 515, 1115, 529]
row-number: 06	[89, 1295, 117, 1340]
table-row	[89, 1881, 569, 1926]
material-details: ಅಂದಾಜು ಪತ್ರಿಕೆಯಲ್ಲಿದ್ದಂತೆ	[455, 1340, 569, 1385]
estimate-amount: 5.00	[390, 1520, 455, 1565]
row-number: 13	[89, 1610, 117, 1655]
bullet-text: ಯುವನಿಧಿ ಯೋಜನೆಯಡಿ ನೋಂದಣಿಗೊಂಡವರಿಗೆ ಆದ್ಯತೆ ಮೇರೆಗೆ ಕೌಶಲ್ಯ ತರಬೇತಿ ನೀಡಬೇಕು.	[1113, 550, 1449, 563]
chief-minister-photo	[841, 318, 998, 518]
paragraph: ಜ.14ರಿಂದ 16ರವರೆಗೆ ಹಬ್ಬ ಹಳ್ಳಿಗಳಲ್ಲಿ ಜಿಲ್ಲಾ ಹಾಗೂ ತಾಲೂಕು ಮಟ್ಟದಲ್ಲಿ ಪಂಜಿನ ಪ್ರತಿಭಟನೆ ಮೂಲಕ ಪ್ರಧಾನಿ ಪ್ರತಿಕೃತಿ ಸುಡಲಾಗುವುದು. ಜ.26ರಂದು ಕೇಂದ್ರ ಸರ್ಕಾರಕ್ಕೆ ಬಿಸಿ ಮುಟ್ಟಿಸಲು ಎಂಎಸ್ಪಿ ಗ್ಯಾರಂಟಿ ಕಾನೂನು ಜಾರಿ, ರೈತರ ಸಂಪೂರ್ಣ ಸಾಲಮನ್ನಾ, ಎಂ.ಎಸ್.ಸ್ವಾಮಿನಾಥನ್ ವರದಿ ಜಾರಿಗೆ ಆಗ್ರಹಿಸಿ ತಾಲೂಕು, ಜಿಲ್ಲಾ ಗ್ರಾಮೀಣ ಕೇಂದ್ರಗಳಲ್ಲಿ ಟ್ರ್ಯಾಕ್ಟರ್ ಮೆರವಣಿಗೆ ನಡೆಸಲಾಗುವುದು ಎಂದು ತಿಳಿಸಿದರು. ಈ ಬಗ್ಗೆ ಕೇಂದ್ರ ಸರ್ಕಾರಕ್ಕೆ ಗಂಭೀರ ಎಚ್ಚರಿಕೆ ನೀಡಬೇಕು. ದೇಶದ ರೈತರ ಶಕ್ತಿ	[606, 1397, 1027, 1485]
table-row	[89, 1114, 569, 1159]
box-bullet	[1093, 670, 1449, 704]
paragraph: ನೀಡಲಿದೆ. ಮುಖ್ಯವಾಗಿ ಈ ಭಾಗದಲ್ಲಿ ಪ್ರವಾಸೋದ್ಯಮ, ಕೃಷಿ, ಕೈಗಾರಿಕೆ ಕ್ಷೇತ್ರಗಳಿಗೆ ಹೆಚ್ಚು ಅನುಕೂಲ ಆಗಲಿದೆ ಎಂದು ಕೇಂದ್ರ ಸಚಿವರು ನಿತಿನ್ ಗಡ್ಕರಿ ಅವರಿಗೆ ಮನವರಿಕೆ ಮಾಡಿಕೊಟ್ಟರು. ಅಲ್ಲದೆ, ಕೃಷಿ ಉತ್ಪನ್ನಗಳ ಸಾಗಾಟ, ತರಕಾರಿ ಮಾರುಕಟ್ಟೆಗಳಿಗೆ ಸಂಪರ್ಕ ಕಲ್ಪಿಸಲು ಈ ರಸ್ತೆ ನೆರವಾಗಲಿದೆ. ಮೈಸೂರು, ಮಂಡ್ಯ, ಹಾಸನ ಜಿಲ್ಲೆಗಳ ಜನತೆಗೆ ಬೆಂಗಳೂರು, ಶಿವಮೊಗ್ಗ, ಚಿಕ್ಕಮಗಳೂರು ಕಡೆ ಸಂಪರ್ಕಿಸಲು ಹತ್ತಿರದ ಮಾರ್ಗವಾಗಲಿದೆ. ಜೊತೆಗೆ ಶ್ರವಣಬೆಳಗೊಳ, ಮೇಲುಕೋಟೆ, ಹಳೇಬೀಡು, ಬೇಲೂರು ಸೇರಿದಂತೆ ಹಲವಾರು ಪ್ರವಾಸಿ ತಾಣಗಳನ್ನು ತಲುಪಲು ಈ ರಸ್ತೆ ಅನುಕೂಲವಾಗಲಿದೆ ಎಂದು ಸಚಿವರು ಹೇಳಿದರು.	[957, 1774, 1460, 1862]
bullet-icon: •	[1104, 706, 1118, 719]
tender-title: ದರಪಟ್ಟಿಗಳ ಆಹ್ವಾನ	[152, 929, 505, 954]
paragraph: ಸರ್ವೋಚ್ಚ ನ್ಯಾಯಾಲಯ ನೇಮಿಸಿದ ಉಚ್ಚ ನ್ಯಾಯಾಲಯದ ನ್ಯಾಯಾಧೀಶ ನವಾಬ್ಸಿಂಗ್ ಸಮಿತಿ ನ.22ರಂದು ಸರ್ವೋಚ್ಚ ನ್ಯಾಯಾಲಯಕ್ಕೆ ವರದಿ ಸಲ್ಲಿಸಿ ಕೃಷಿ ಉತ್ಪನ್ನಗಳಿಗೆ ಎಂಎಸ್ಪಿ ಖಾತ್ರಿ ಕಾನೂನು ಜಾರಿ ಮಾಡುವುದು ಅವಶ್ಯಕ ಎಂದು ವರದಿ ಸಲ್ಲಿಸಿದೆ. ಗುಜರಾತ್ ಮುಖ್ಯಮಂತ್ರಿಯಾಗಿದ್ದ ನರೇಂದ್ರ ಮೋದಿ ಅಧ್ಯಕ್ಷತೆಯ ಸಮಿತಿ 2011ರಲ್ಲಿ ಎಂಎಸ್ಪಿ ಗ್ಯಾರಂಟಿ ಕಾನೂನು ರೈತರಿಗೆ ಅತ್ಯವಶ್ಯಕ ಎಂದು ವರದಿ ನೀಡಿದ್ದಾರೆ ಆದರೂ ಕೇಂದ್ರ ಸರ್ಕಾರ ನಿರ್ಲಕ್ಷ್ಯ ಮಾಡುತ್ತಿರುವುದು ರೈತ ವಿರೋಧಿ ಧೋರಣೆಯಾಗಿದೆ ಎಂದು ಕಿಡಿ ಕಾರಿದರು.	[1039, 1360, 1460, 1479]
portrait-image	[842, 319, 997, 517]
work-name: ಗಂಗಾಯಿಕೊಪ್ಪ ಗ್ರಾಮದ ಮಾರುತಿ ಮುಗಳಗೇರಿ ರವರ ಮನೆಯಿಂದ ಅಂಗನವಾಡಿವರೆಗೆ ಪಕ್ಕಾ ಗಟಾರ ನಿರ್ಮಾಣ (1517004037/FP/93393042892332759)	[117, 1204, 390, 1250]
bullet-icon: •	[1104, 671, 1116, 685]
row-number: 10	[89, 1475, 117, 1520]
cmyk-marks-side	[1475, 2101, 1494, 2191]
govt-label: ಸರ್ಕಾರ	[347, 820, 379, 835]
paragraph: ಈ ರಸ್ತೆಯು ತಾಲೂಕು ಕೇಂದ್ರಗಳಿಂದ ನಗರಗಳಿಗೆ ಸಂಪರ್ಕಿಸುವ ಪ್ರಮುಖ ಕೊಂಡಿಯಾಗಿದ್ದು, ಆರ್ಥಿಕವಾಗಿ ದೊಡ್ಡ ಕೊಡುಗೆಯನ್ನು	[606, 2194, 946, 2226]
cmyk-m: M	[1478, 126, 1490, 140]
tender-intro: ರಟ್ಟಿಹಳ್ಳಿ ತಾಲೂಕು ಮೇದೂರು ಗ್ರಾಮ ಪಂಚಾಯತಿಯಿಂದ ಮಹಾತ್ಮ ಗಾಂಧಿ ರಾಷ್ಟ್ರೀಯ ಗ್ರಾಮೀಣ ಉದ್ಯೋಗ ಖಾತರಿ ಯೋಜನೆಯ ಕಾಮಗಾರಿಗಳಿಗೆ ಅರ್ಹ ಮತ್ತು ನೋಂದಾಯಿತ ಸರಬರಾಜುದಾರರಿಂದ ಇ-ಟೆಂಡರ್ ಪದ್ಧತಿಯಲ್ಲಿ (ಮೊಹರು ಮಾಡಿದ ಲಕೋಟೆಯಲ್ಲಿ) ದರಪಟ್ಟಿ ಆಹ್ವಾನಿಸಲಾಗಿದೆ. ಹೆಚ್ಚಿನ ಮಾಹಿತಿಗಾಗಿ ಗ್ರಾಮ ಪಂಚಾಯತ ಕಾರ್ಯಾಲಯವನ್ನು ಕಛೇರಿ ಅವಧಿಯಲ್ಲಿ ಸಂಪರ್ಕಿಸಬಹುದು.	[92, 960, 564, 999]
accident-paragraph: ರಸ್ತೆ ಕ್ರಾಸ್ ಮಾಡುತ್ತಿದ್ದ ಬೈಕ್ ಸವಾರರ ಮೇಲೆ ಸಾರಿಗೆ ಬಸ್ ಹಾಯ್ದಿದ್ದರಿಂದ ಬೈಕ್ ನಲ್ಲಿದ್ದ ಪತಿ ಮತ್ತು ಪತ್ನಿ ಸ್ಥಳದಲ್ಲೇ ಮೃತಪಟ್ಟು, ಮೊಮ್ಮಗ ಗಂಭೀರವಾಗಿ ಗಾಯಗೊಂಡ ಘಟನೆ ನಡೆದಿದೆ. ಜಿಲ್ಲೆಯ ಶಿಗ್ಗಾಂವಿ ತಾಲೂಕಿನ ಬಂಕಾಪುರ ಟೋಲ್ ಗೇಟ್ ಬಳಿ ಈ ದುರ್ಘಟನೆ ನಡೆದಿದೆ. ಬುಧವಾರ ರಾತ್ರಿ ಏಳೂವರೆ ಗಂಟೆ ಸುಮಾರಿಗೆ ಈ ದುರ್ಘಟನೆ ನಡೆದಿದ್ದು, ಮೃತರನ್ನು ಜಿಲ್ಲೆಯ ಹಾನಗಲ್ ತಾಲೂಕಿನ ಮಾಸನಕಟ್ಟಿ ಗ್ರಾಮದ 56 ವರ್ಷ ವಯಸ್ಸಿನ ನಿಂಗಪ್ಪ ಸ್ವಾದಿ ಮತ್ತು 48 ವರ್ಷ ವಯಸ್ಸಿನ ಪ್ರೇಮಕ್ಕ ಸ್ವಾದಿ ಎಂದು ಗುರುತಿಸಲಾಗಿದೆ. ಬೈಕ್‌ನಲ್ಲಿದ್ದ ಒಂಬತ್ತು ವರ್ಷದ ಬಾಲಕ, ಮೃತರ ಮೊಮ್ಮಗ ಸಮರ್ಥ ಗಂಭೀರವಾಗಿ ಗಾಯಗೊಂಡಿದ್ದು, ಗಾಯಾಳುವನ್ನು ಹುಬ್ಬಳ್ಳಿಯ ಕಿಮ್ಸ್ ಆಸ್ಪತ್ರೆಗೆ ದಾಖಲಿಸಲಾಗಿದೆ. ವಿಷಯ ತಿಳಿದು ಸ್ಥಳಕ್ಕೆ ಭೇಟಿ ನೀಡಿದ ಬಂಕಾಪುರ ಠಾಣೆ ಪೊಲೀಸರು ಪರಿಶೀಲನೆ ನಡೆಸಿದರು. ಈ ಕುರಿತು ಬಂಕಾಪುರ ಪೊಲೀಸ್ ಠಾಣೆಯಲ್ಲಿ ಪ್ರಕರಣ ದಾಖಲಾಗಿದೆ.	[97, 272, 563, 421]
row-number: 14	[89, 1655, 117, 1701]
estimate-amount: 5.00	[390, 1204, 455, 1250]
material-details: ಅಂದಾಜು ಪತ್ರಿಕೆಯಲ್ಲಿದ್ದಂತೆ	[455, 1204, 569, 1250]
accident-headline: ಪ್ರತ್ಯೇಕ ಅಪಘಾತ: 3 ಸಾವು	[95, 175, 476, 226]
material-details: ಅಂದಾಜು ಪತ್ರಿಕೆಯಲ್ಲಿದ್ದಂತೆ	[455, 1385, 569, 1430]
accident-body	[97, 251, 562, 626]
nimhans-col-1b	[628, 534, 1072, 823]
table-row	[89, 1295, 569, 1340]
table-row	[89, 1655, 569, 1701]
